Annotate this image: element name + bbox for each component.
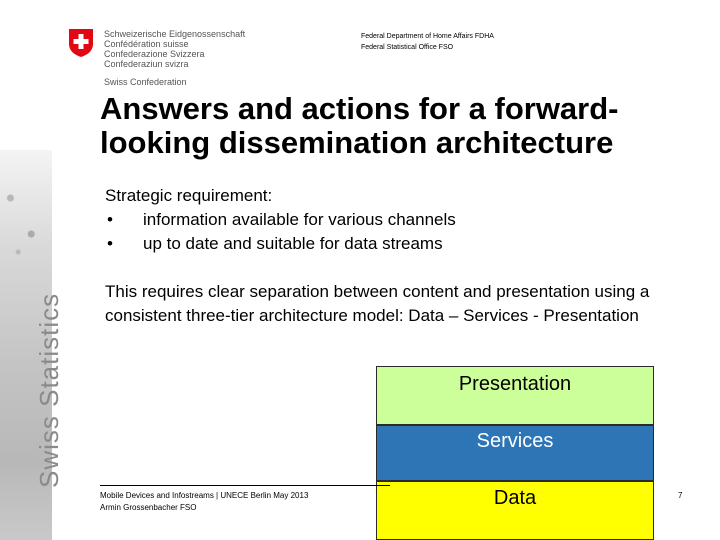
confederation-line-en: Swiss Confederation — [104, 77, 187, 87]
bullet-item — [105, 208, 695, 232]
footer-author: Armin Grossenbacher FSO — [100, 503, 197, 512]
footer-divider — [100, 485, 390, 486]
footer — [100, 490, 308, 514]
confederation-line-fr: Confédération suisse — [104, 39, 189, 49]
swiss-statistics-wordmark: Swiss Statistics — [34, 292, 64, 488]
crowd-image — [0, 150, 52, 270]
swiss-cross-icon — [68, 28, 94, 58]
confederation-line-rm: Confederaziun svizra — [104, 59, 189, 69]
services-layer: Services — [376, 425, 654, 481]
department-name: Federal Department of Home Affairs FDHA — [361, 33, 494, 40]
bullet-mark: • — [107, 210, 113, 229]
page-number: 7 — [678, 491, 683, 500]
bullet-mark: • — [107, 234, 113, 253]
requirement-heading: Strategic requirement: — [105, 186, 273, 205]
confederation-line-it: Confederazione Svizzera — [104, 49, 205, 59]
department-info — [361, 31, 494, 53]
slide-title: Answers and actions for a forward-looking dissemination architecture — [100, 91, 619, 160]
architecture-paragraph: This requires clear separation between content and presentation using a consistent three-tier architecture model: Data – Services - Presentation — [105, 282, 650, 325]
office-name: Federal Statistical Office FSO — [361, 44, 454, 51]
slide-body — [105, 184, 695, 328]
presentation-layer: Presentation — [376, 366, 654, 425]
bullet-text: up to date and suitable for data streams — [143, 234, 443, 253]
footer-event: Mobile Devices and Infostreams | UNECE Berlin May 2013 — [100, 491, 309, 500]
bullet-item — [105, 232, 695, 256]
confederation-line-de: Schweizerische Eidgenossenschaft — [104, 29, 246, 39]
data-layer: Data — [376, 481, 654, 540]
bullet-text: information available for various channels — [143, 210, 456, 229]
confederation-names — [104, 29, 245, 87]
